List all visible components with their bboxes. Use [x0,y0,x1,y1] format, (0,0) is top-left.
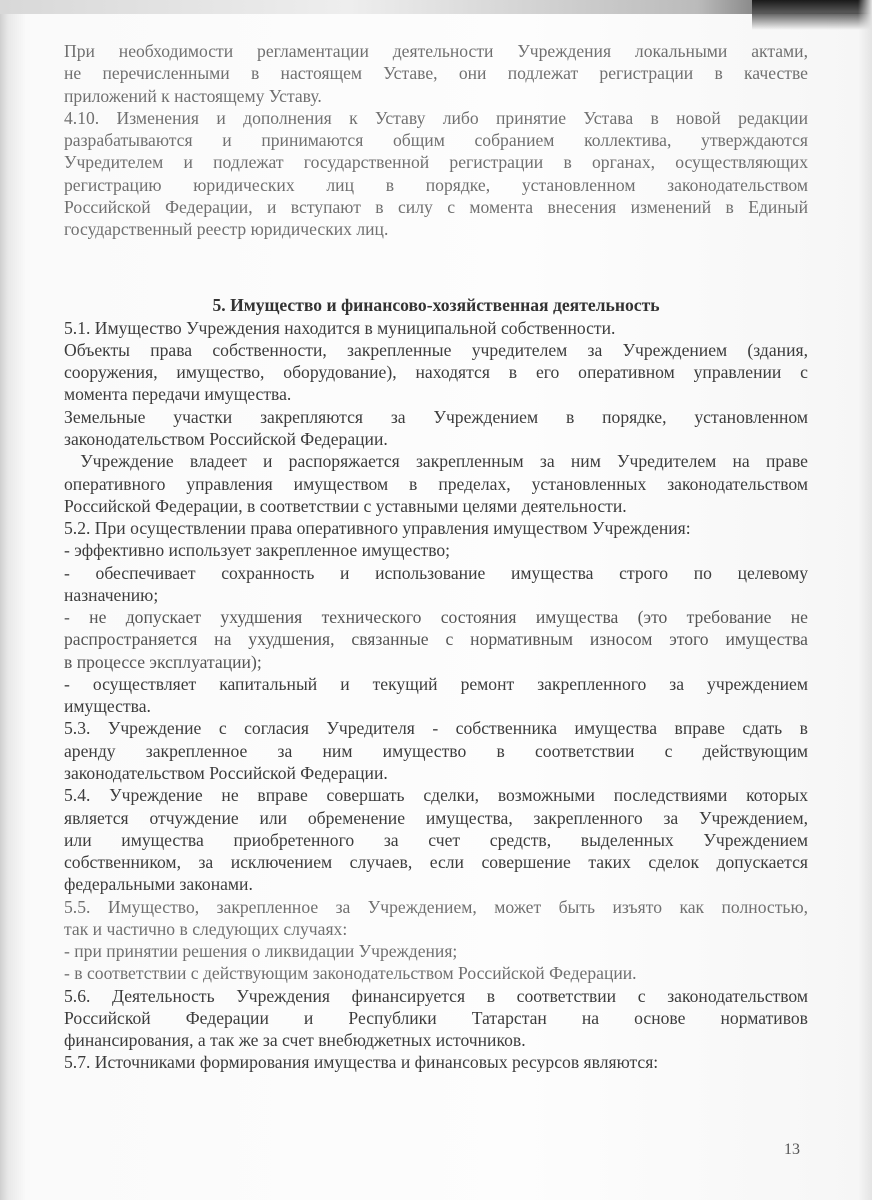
text-line: собственником, за исключением случаев, если совершение таких сделок допускается [64,852,808,873]
text-line: финансирования, а так же за счет внебюджетных источников. [64,1030,526,1051]
text-line: разрабатываются и принимаются общим собранием коллектива, утверждаются [64,130,808,151]
text-line: или имущества приобретенного за счет средств, выделенных Учреждением [64,829,808,850]
page-number: 13 [784,1141,800,1158]
text-line: - обеспечивает сохранность и использование имущества строго по целевому [64,562,808,583]
paragraph [64,107,808,241]
paragraph [64,339,808,406]
paragraph [64,606,808,673]
paragraph [64,40,808,107]
text-line: - в соответствии с действующим законодательством Российской Федерации. [64,963,637,984]
text-line: так и частично в следующих случаях: [64,918,348,939]
text-line: - осуществляет капитальный и текущий ремонт закрепленного за учреждением [64,673,808,694]
text-line: имущества. [64,696,151,717]
paragraph [64,1051,808,1073]
paragraph [64,539,808,561]
text-line: является отчуждение или обременение имущества, закрепленного за Учреждением, [64,807,808,828]
text-line: 5.3. Учреждение с согласия Учредителя - собственника имущества вправе сдать в [64,718,808,739]
paragraph [64,940,808,962]
text-line: - эффективно использует закрепленное имущество; [64,540,451,561]
text-line: - не допускает ухудшения технического состояния имущества (это требование не [64,607,808,628]
paragraph [64,406,808,451]
text-line: 5.6. Деятельность Учреждения финансируется в соответствии с законодательством [64,985,808,1006]
text-line: сооружения, имущество, оборудование), находятся в его оперативном управлении с [64,362,808,383]
text-line: Земельные участки закрепляются за Учреждением в порядке, установленном [64,406,808,427]
section-4-end [64,40,808,240]
text-line: в процессе эксплуатации); [64,651,262,672]
text-line: назначению; [64,584,159,605]
text-line: не перечисленными в настоящем Уставе, они подлежат регистрации в качестве [64,63,808,84]
text-line: Объекты права собственности, закрепленные учредителем за Учреждением (здания, [64,339,808,360]
document-body [64,40,808,1074]
text-line: приложений к настоящему Уставу. [64,85,322,106]
text-line: государственный реестр юридических лиц. [64,219,389,240]
paragraph [64,896,808,941]
scan-corner-shadow [752,0,872,30]
paragraph [64,562,808,607]
text-line: 5.5. Имущество, закрепленное за Учреждением, может быть изъято как полностью, [64,896,808,917]
text-line: 4.10. Изменения и дополнения к Уставу либо принятие Устава в новой редакции [64,107,808,128]
text-line: оперативного управления имуществом в пределах, установленных законодательством [64,473,808,494]
scan-top-edge [0,0,872,14]
text-line: 5.1. Имущество Учреждения находится в муниципальной собственности. [64,317,616,338]
text-line: распространяется на ухудшения, связанные с нормативным износом этого имущества [64,629,808,650]
paragraph [64,784,808,895]
text-line: - при принятии решения о ликвидации Учреждения; [64,941,458,962]
paragraph [64,717,808,784]
text-line: Учредителем и подлежат государственной регистрации в органах, осуществляющих [64,152,808,173]
text-line: аренду закрепленное за ним имущество в соответствии с действующим [64,740,808,761]
text-line: Российской Федерации и Республики Татарстан на основе нормативов [64,1007,808,1028]
paragraph [64,962,808,984]
paragraph [64,985,808,1052]
text-line: При необходимости регламентации деятельности Учреждения локальными актами, [64,41,808,61]
text-line: федеральными законами. [64,874,253,895]
text-line: законодательством Российской Федерации. [64,428,388,449]
paragraph [64,450,808,517]
paragraph [64,517,808,539]
scan-right-edge [858,0,872,1200]
text-line: регистрацию юридических лиц в порядке, установленном законодательством [64,174,808,195]
section-5 [64,317,808,1074]
text-line: законодательством Российской Федерации. [64,762,388,783]
text-line: 5.7. Источниками формирования имущества и финансовых ресурсов являются: [64,1052,659,1073]
section-heading: 5. Имущество и финансово-хозяйственная деятельность [212,295,660,316]
text-line: Российской Федерации, в соответствии с уставными целями деятельности. [64,495,627,516]
paragraph [64,317,808,339]
text-line: 5.4. Учреждение не вправе совершать сделки, возможными последствиями которых [64,785,808,806]
paragraph [64,673,808,718]
text-line: Учреждение владеет и распоряжается закрепленным за ним Учредителем на праве [64,451,808,472]
text-line: Российской Федерации, и вступают в силу с момента внесения изменений в Единый [64,196,808,217]
text-line: 5.2. При осуществлении права оперативного управления имуществом Учреждения: [64,518,691,539]
text-line: момента передачи имущества. [64,384,292,405]
